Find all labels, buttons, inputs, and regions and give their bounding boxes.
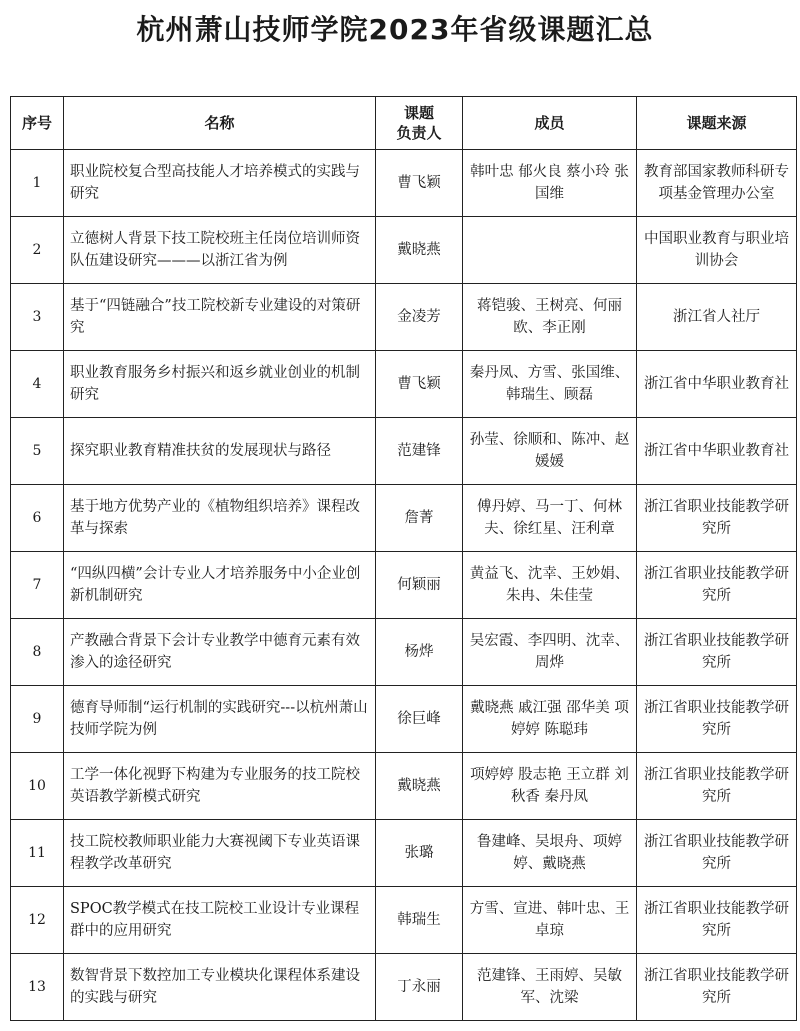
header-name: 名称 — [64, 97, 376, 150]
project-leader: 曹飞颖 — [376, 150, 463, 217]
project-source: 浙江省职业技能教学研究所 — [637, 820, 797, 887]
table-row — [11, 284, 797, 351]
project-leader: 戴晓燕 — [376, 217, 463, 284]
project-source: 中国职业教育与职业培训协会 — [637, 217, 797, 284]
project-name: SPOC教学模式在技工院校工业设计专业课程群中的应用研究 — [64, 887, 376, 954]
project-source: 浙江省中华职业教育社 — [637, 351, 797, 418]
project-source: 浙江省职业技能教学研究所 — [637, 619, 797, 686]
table-row — [11, 887, 797, 954]
table-row — [11, 820, 797, 887]
project-leader: 戴晓燕 — [376, 753, 463, 820]
project-members: 蒋铠骏、王树亮、何丽欧、李正刚 — [463, 284, 637, 351]
project-source: 浙江省职业技能教学研究所 — [637, 552, 797, 619]
row-num: 3 — [11, 284, 64, 351]
project-members: 戴晓燕 戚江强 邵华美 项婷婷 陈聪玮 — [463, 686, 637, 753]
project-leader: 曹飞颖 — [376, 351, 463, 418]
table-row — [11, 150, 797, 217]
table-row — [11, 217, 797, 284]
project-leader: 丁永丽 — [376, 954, 463, 1021]
project-name: 职业院校复合型高技能人才培养模式的实践与研究 — [64, 150, 376, 217]
project-source: 浙江省中华职业教育社 — [637, 418, 797, 485]
table-row — [11, 418, 797, 485]
project-members: 秦丹凤、方雪、张国维、韩瑞生、顾磊 — [463, 351, 637, 418]
row-num: 8 — [11, 619, 64, 686]
table-row — [11, 753, 797, 820]
header-members: 成员 — [463, 97, 637, 150]
project-name: “四纵四横”会计专业人才培养服务中小企业创新机制研究 — [64, 552, 376, 619]
row-num: 11 — [11, 820, 64, 887]
row-num: 4 — [11, 351, 64, 418]
project-members: 吴宏霞、李四明、沈幸、周烨 — [463, 619, 637, 686]
table-row — [11, 351, 797, 418]
project-leader: 詹菁 — [376, 485, 463, 552]
project-table — [10, 96, 797, 1021]
header-leader-line1: 课题 — [403, 104, 434, 122]
project-name: 基于“四链融合”技工院校新专业建设的对策研究 — [64, 284, 376, 351]
table-header-row — [11, 97, 797, 150]
header-source: 课题来源 — [637, 97, 797, 150]
row-num: 13 — [11, 954, 64, 1021]
header-leader — [376, 97, 463, 150]
table-row — [11, 485, 797, 552]
row-num: 2 — [11, 217, 64, 284]
project-members: 范建锋、王雨婷、吴敏军、沈梁 — [463, 954, 637, 1021]
header-leader-line2: 负责人 — [396, 124, 442, 142]
table-row — [11, 954, 797, 1021]
project-leader: 何颖丽 — [376, 552, 463, 619]
project-members: 项婷婷 股志艳 王立群 刘秋香 秦丹凤 — [463, 753, 637, 820]
project-name: 产教融合背景下会计专业教学中德育元素有效渗入的途径研究 — [64, 619, 376, 686]
project-members — [463, 217, 637, 284]
project-leader: 金凌芳 — [376, 284, 463, 351]
project-members: 傅丹婷、马一丁、何林夫、徐红星、汪利章 — [463, 485, 637, 552]
project-leader: 张璐 — [376, 820, 463, 887]
row-num: 6 — [11, 485, 64, 552]
project-leader: 杨烨 — [376, 619, 463, 686]
project-members: 韩叶忠 郁火良 蔡小玲 张国维 — [463, 150, 637, 217]
project-source: 浙江省职业技能教学研究所 — [637, 954, 797, 1021]
row-num: 12 — [11, 887, 64, 954]
project-leader: 范建锋 — [376, 418, 463, 485]
project-name: 职业教育服务乡村振兴和返乡就业创业的机制研究 — [64, 351, 376, 418]
project-members: 黄益飞、沈幸、王妙娟、朱冉、朱佳莹 — [463, 552, 637, 619]
row-num: 10 — [11, 753, 64, 820]
table-row — [11, 552, 797, 619]
page-title: 杭州萧山技师学院2023年省级课题汇总 — [136, 13, 654, 46]
row-num: 5 — [11, 418, 64, 485]
project-source: 浙江省职业技能教学研究所 — [637, 485, 797, 552]
project-name: 数智背景下数控加工专业模块化课程体系建设的实践与研究 — [64, 954, 376, 1021]
project-leader: 徐巨峰 — [376, 686, 463, 753]
project-name: 基于地方优势产业的《植物组织培养》课程改革与探索 — [64, 485, 376, 552]
project-source: 教育部国家教师科研专项基金管理办公室 — [637, 150, 797, 217]
project-source: 浙江省人社厅 — [637, 284, 797, 351]
project-source: 浙江省职业技能教学研究所 — [637, 887, 797, 954]
project-name: 德育导师制“运行机制的实践研究---以杭州萧山技师学院为例 — [64, 686, 376, 753]
project-name: 立德树人背景下技工院校班主任岗位培训师资队伍建设研究———以浙江省为例 — [64, 217, 376, 284]
project-name: 技工院校教师职业能力大赛视阈下专业英语课程教学改革研究 — [64, 820, 376, 887]
project-members: 孙莹、徐顺和、陈冲、赵媛媛 — [463, 418, 637, 485]
row-num: 1 — [11, 150, 64, 217]
header-num: 序号 — [11, 97, 64, 150]
project-members: 鲁建峰、吴垠舟、项婷婷、戴晓燕 — [463, 820, 637, 887]
project-source: 浙江省职业技能教学研究所 — [637, 753, 797, 820]
project-name: 工学一体化视野下构建为专业服务的技工院校英语教学新模式研究 — [64, 753, 376, 820]
table-row — [11, 686, 797, 753]
project-source: 浙江省职业技能教学研究所 — [637, 686, 797, 753]
row-num: 9 — [11, 686, 64, 753]
project-members: 方雪、宣进、韩叶忠、王卓琼 — [463, 887, 637, 954]
project-leader: 韩瑞生 — [376, 887, 463, 954]
row-num: 7 — [11, 552, 64, 619]
table-row — [11, 619, 797, 686]
project-name: 探究职业教育精准扶贫的发展现状与路径 — [64, 418, 376, 485]
